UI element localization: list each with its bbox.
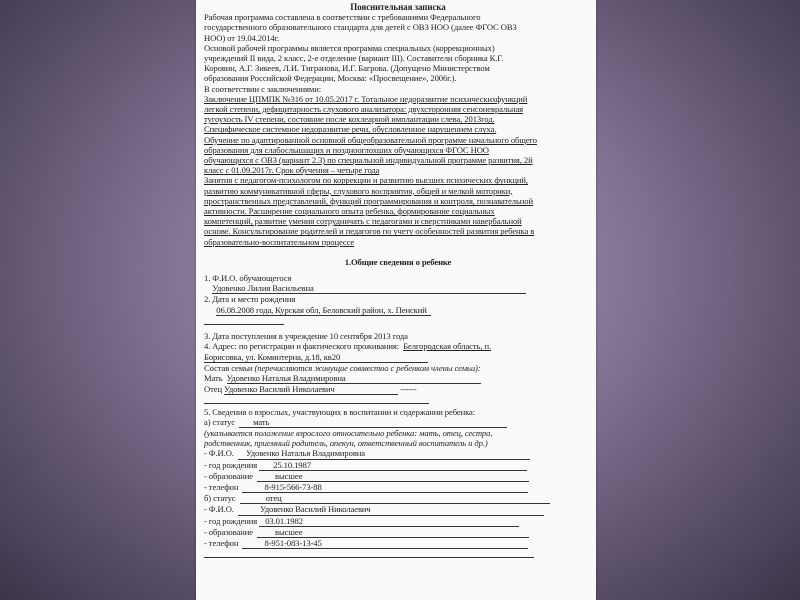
- q2-row: [204, 305, 592, 316]
- father-value: Удовенко Василий Николаевич: [224, 384, 398, 395]
- b-edu-row: [204, 527, 592, 538]
- q5-label: 5. Сведения о взрослых, участвующих в воспитании и содержании ребенка:: [204, 406, 476, 417]
- b-phone-label: - телефон: [204, 537, 239, 548]
- general-info: [204, 273, 592, 560]
- section-title: 1.Общие сведения о ребенке: [344, 256, 452, 267]
- intro-line: Основой рабочей программы является программа специальных (коррекционных): [204, 42, 495, 53]
- document-page: [196, 0, 596, 600]
- intro-line: Рабочая программа составлена в соответствии с требованиями Федерального: [204, 12, 481, 23]
- intro-line: Коровин, А.Г. Зикеев, Л.И. Тигранова, И.Г. Багрова. (Допущено Министерством: [204, 63, 490, 74]
- conclusion-line: образовательно-воспитательном процессе: [204, 236, 355, 247]
- intro-line: учреждений II вида, 2 класс, 2-е отделение (вариант III). Составители сборника К.Г.: [204, 53, 504, 64]
- family-blank-row: [204, 395, 592, 406]
- father-label: Отец: [204, 384, 222, 395]
- conclusion-line: Занятия с педагогом-психологом по коррекции и развитию высших психических функций,: [204, 175, 528, 186]
- b-phone-row: [204, 538, 592, 549]
- a-status-label: а) статус: [204, 416, 235, 427]
- b-birth-row: [204, 516, 592, 527]
- intro-block: [204, 12, 592, 94]
- conclusion-line: развитию коммуникативной сферы, слухового восприятия, общей и мелкой моторики,: [204, 185, 513, 196]
- b-status-value: отец: [240, 493, 550, 504]
- blank-line: [204, 395, 429, 404]
- a-birth-value: 25.10.1987: [259, 460, 527, 471]
- a-edu-label: - образование: [204, 470, 253, 481]
- q2-blank-row: [204, 316, 592, 327]
- b-fio-row: [204, 504, 592, 515]
- conclusions-block: [204, 94, 592, 247]
- q4-value-a: Белгородская область, п.: [403, 341, 492, 352]
- conclusion-line: тугоухость IV степени, состояние после кохлеарной имплантации слева, 2013год.: [204, 114, 495, 125]
- a-fio-row: [204, 448, 592, 459]
- q1-value: Удовенко Лилия Васильевна: [212, 283, 526, 294]
- a-phone-label: - телефон: [204, 481, 239, 492]
- q2-label: 2. Дата и место рождения: [204, 294, 296, 305]
- b-fio-label: - Ф.И.О.: [204, 504, 234, 515]
- intro-line: НОО) от 19.04.2014г.: [204, 32, 280, 43]
- mother-row: [204, 373, 592, 384]
- a-note-1: (указывается положение взрослого относительно ребенка: мать, отец, сестра,: [204, 427, 493, 438]
- conclusion-line: основе. Консультирование родителей и педагогов по учету особенностей развития ребенка в: [204, 226, 535, 237]
- conclusion-line: пространственных представлений, функций программирования и контроля, познавательной: [204, 195, 534, 206]
- q4-value-b: Борисовка, ул. Коминтерна, д.18, кв20: [204, 352, 428, 363]
- father-dash: ------: [400, 384, 417, 395]
- a-fio-label: - Ф.И.О.: [204, 448, 234, 459]
- family-note: (перечисляются живущие совместно с ребенком члены семьи):: [254, 362, 481, 373]
- a-note-2: родственник, приемный родитель, опекун, ответственный воспитатель и др.): [204, 438, 488, 449]
- a-status-row: [204, 417, 592, 428]
- a-edu-value: высшее: [257, 471, 529, 482]
- conclusion-line: Специфическое системное недоразвитие речи, обусловленное нарушением слуха.: [204, 124, 497, 135]
- conclusion-line: обучающихся с ОВЗ (вариант 2.3) по специальной индивидуальной программе развития, 2й: [204, 155, 533, 166]
- b-status-row: [204, 493, 592, 504]
- b-status-label: б) статус: [204, 493, 236, 504]
- mother-label: Мать: [204, 372, 223, 383]
- a-birth-label: - год рождения: [204, 459, 258, 470]
- family-label: Состав семьи: [204, 362, 253, 373]
- intro-line: В соответствии с заключениями:: [204, 83, 322, 94]
- conclusion-line: активности. Расширение социального опыта ребенка, формирование социальных: [204, 206, 495, 217]
- q4-row: [204, 341, 592, 351]
- conclusion-line: легкой степени, дефицитарность слухового анализатора: двухсторонняя сенсоневральная: [204, 104, 524, 115]
- q1-label: 1. Ф.И.О. обучающегося: [204, 273, 292, 284]
- mother-value: Удовенко Наталья Владимировна: [227, 373, 481, 384]
- a-edu-row: [204, 471, 592, 482]
- intro-line: образования Российской Федерации, Москва: «Просвещение», 2006г.).: [204, 73, 457, 84]
- a-fio-value: Удовенко Наталья Владимировна: [238, 448, 530, 459]
- a-status-value: мать: [239, 417, 507, 428]
- father-row: [204, 384, 592, 395]
- q4-row-2: [204, 352, 592, 363]
- document-title: Пояснительная записка: [350, 2, 446, 12]
- final-blank-row: [204, 549, 592, 560]
- conclusion-line: компетенций, развитие умения сотрудничать с педагогами и сверстниками навербальной: [204, 216, 522, 227]
- b-phone-value: 8-951-083-13-45: [242, 538, 528, 549]
- family-row: [204, 363, 592, 373]
- a-phone-value: 8-915-566-73-88: [242, 482, 528, 493]
- blank-line: [204, 549, 534, 558]
- document-body: [204, 2, 592, 560]
- a-birth-row: [204, 460, 592, 471]
- blank-line: [204, 316, 284, 325]
- q2-value: 06.08.2008 года, Курская обл, Беловский район, х. Пенский: [216, 305, 430, 316]
- intro-line: государственного образовательного стандарта для детей с ОВЗ НОО (далее ФГОС ОВЗ: [204, 22, 517, 33]
- conclusion-line: образования для слабослышащих и позднооглохших обучающихся ФГОС НОО: [204, 144, 489, 155]
- q3-label: 3. Дата поступления в учреждение 10 сентября 2013 года: [204, 331, 408, 342]
- conclusion-line: класс с 01.09.2017г. Срок обучения – четыре года: [204, 165, 380, 176]
- q4-label: 4. Адрес: по регистрации и фактического проживания:: [204, 341, 400, 352]
- conclusion-line: Обучение по адаптированной основной общеобразовательной программе начального общего: [204, 134, 537, 145]
- conclusion-line: Заключение ЦПМПК №316 от 10.05.2017 г. Тотальное недоразвитие психическихфункций: [204, 93, 528, 104]
- b-birth-value: 03.01.1982: [259, 516, 519, 527]
- q1-row: [204, 283, 592, 294]
- a-phone-row: [204, 482, 592, 493]
- b-edu-value: высшее: [257, 527, 529, 538]
- b-edu-label: - образование: [204, 526, 253, 537]
- b-fio-value: Удовенко Василий Николаевич: [238, 504, 544, 515]
- b-birth-label: - год рождения: [204, 515, 258, 526]
